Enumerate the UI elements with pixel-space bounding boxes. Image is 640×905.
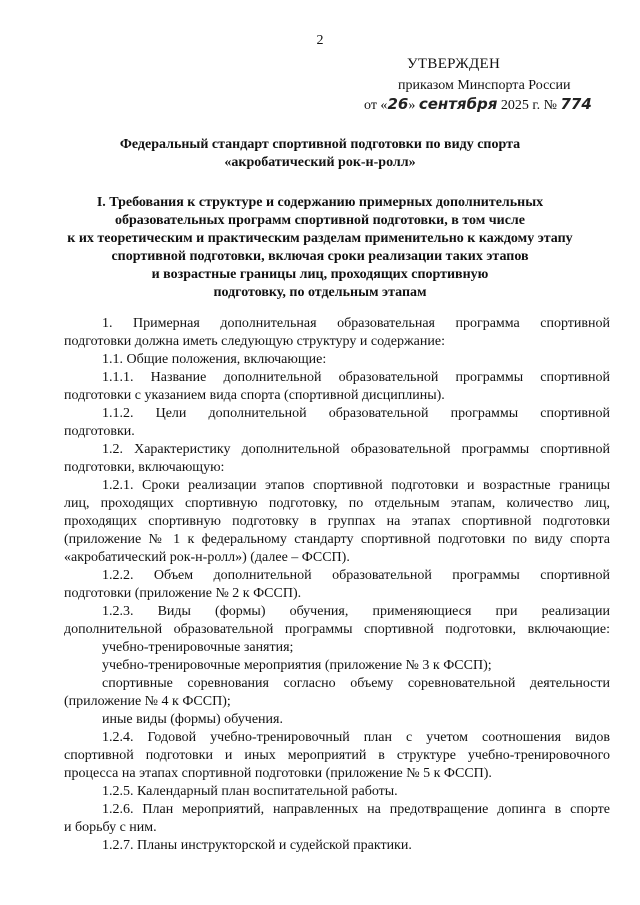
body-line: 1.2.2. Объем дополнительной образовательной программы спортивной [102, 568, 610, 583]
date-prefix: от « [364, 98, 388, 113]
body-line: 1.2.6. План мероприятий, направленных на предотвращение допинга в спорте [102, 802, 610, 817]
page-number: 2 [316, 33, 324, 48]
date-quote: » [408, 98, 416, 113]
approval-date-line [364, 95, 592, 114]
body-line: 1.2.7. Планы инструкторской и судейской практики. [102, 838, 412, 853]
body-line: подготовки, включающую: [64, 460, 225, 475]
body-line: 1.2.5. Календарный план воспитательной работы. [102, 784, 398, 799]
body-line: 1. Примерная дополнительная образовательная программа спортивной [102, 316, 610, 331]
body-line: 1.2.1. Сроки реализации этапов спортивной подготовки и возрастные границы [102, 478, 610, 493]
body-line: (приложение № 1 к федеральному стандарту спортивной подготовки по виду спорта [64, 532, 610, 547]
body-line: проходящих спортивную подготовку в группах на этапах спортивной подготовки [64, 514, 610, 529]
date-year: 2025 г. № [500, 98, 557, 113]
body-line: (приложение № 4 к ФССП); [64, 694, 231, 709]
body-line: иные виды (формы) обучения. [102, 712, 283, 727]
section-heading-line-6: подготовку, по отдельным этапам [213, 285, 427, 300]
body-line: подготовки с указанием вида спорта (спортивной дисциплины). [64, 388, 445, 403]
body-line: учебно-тренировочные мероприятия (приложение № 3 к ФССП); [102, 658, 492, 673]
body-line: 1.2.3. Виды (формы) обучения, применяющиеся при реализации [102, 604, 610, 619]
approval-status: УТВЕРЖДЕН [407, 56, 501, 72]
section-heading-line-3: к их теоретическим и практическим разделам применительно к каждому этапу [67, 231, 573, 246]
body-line: подготовки. [64, 424, 135, 439]
body-line: 1.2.4. Годовой учебно-тренировочный план с учетом соотношения видов [102, 730, 610, 745]
section-heading-line-5: и возрастные границы лиц, проходящих спортивную [151, 267, 489, 282]
section-heading-line-4: спортивной подготовки, включая сроки реализации таких этапов [111, 249, 529, 264]
body-line: лиц, проходящих спортивную подготовку, по отдельным этапам, количество лиц, [64, 496, 610, 511]
body-line: процесса на этапах спортивной подготовки (приложение № 5 к ФССП). [64, 766, 492, 781]
handwritten-number: 774 [560, 95, 592, 113]
body-line: 1.2. Характеристику дополнительной образовательной программы спортивной [102, 442, 610, 457]
body-line: «акробатический рок-н-ролл») (далее – ФССП). [64, 550, 350, 565]
handwritten-day: 26 [387, 95, 409, 113]
body-line: 1.1. Общие положения, включающие: [102, 352, 327, 367]
body-line: спортивной подготовки и иных мероприятий в структуре учебно-тренировочного [64, 748, 610, 763]
section-heading-line-2: образовательных программ спортивной подготовки, в том числе [115, 213, 525, 228]
body-line: 1.1.1. Название дополнительной образовательной программы спортивной [102, 370, 610, 385]
document-title-line-1: Федеральный стандарт спортивной подготовки по виду спорта [119, 137, 521, 152]
body-line: учебно-тренировочные занятия; [102, 640, 294, 655]
body-line: спортивные соревнования согласно объему соревновательной деятельности [102, 676, 610, 691]
body-line: дополнительной образовательной программы спортивной подготовки, включающие: [64, 622, 610, 637]
body-line: и борьбу с ним. [64, 820, 157, 835]
document-title-line-2: «акробатический рок-н-ролл» [224, 155, 416, 170]
body-line: 1.1.2. Цели дополнительной образовательной программы спортивной [102, 406, 610, 421]
handwritten-month: сентября [418, 95, 498, 113]
body-line: подготовки (приложение № 2 к ФССП). [64, 586, 302, 601]
section-heading-line-1: I. Требования к структуре и содержанию примерных дополнительных [96, 195, 544, 210]
approval-order-line: приказом Минспорта России [398, 78, 571, 93]
body-line: подготовки должна иметь следующую структуру и содержание: [64, 334, 445, 349]
